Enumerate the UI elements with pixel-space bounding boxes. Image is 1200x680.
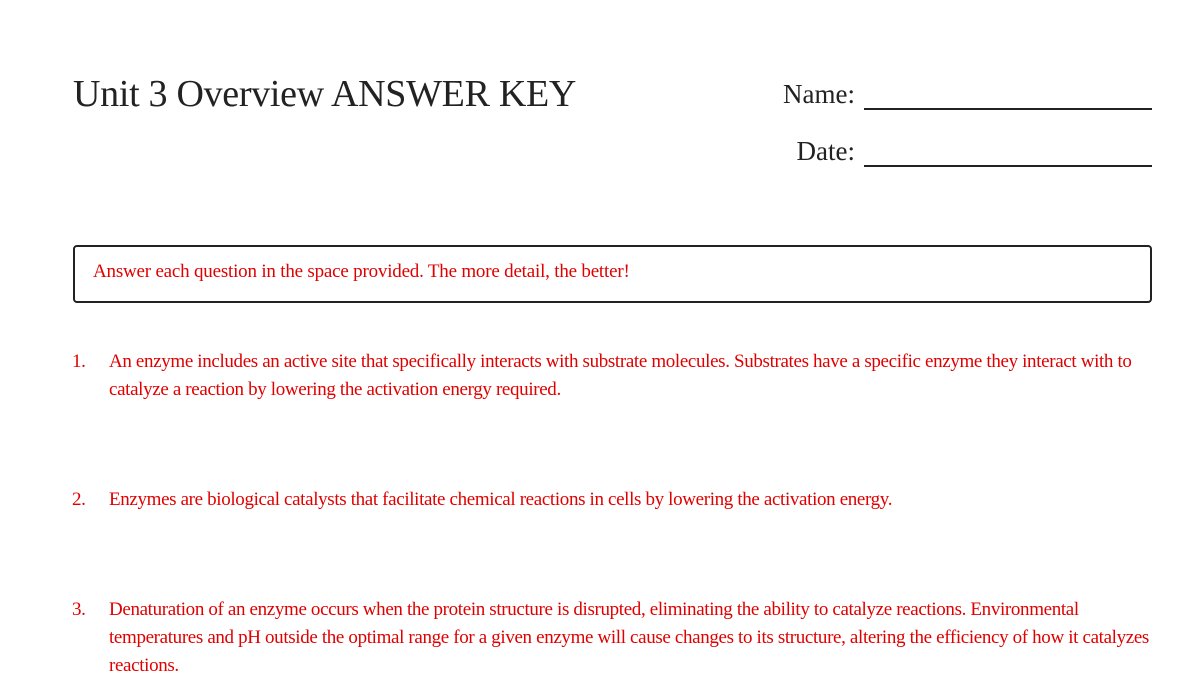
answer-text: Denaturation of an enzyme occurs when the protein structure is disrupted, eliminating the ability to catalyze reactions. Environmental temperatures and pH outside the optimal range for a given enzyme will cause changes to its structure, altering the efficiency of how it catalyzes reactions. bbox=[109, 599, 1149, 676]
date-label: Date: bbox=[796, 136, 855, 166]
page-title: Unit 3 Overview ANSWER KEY bbox=[73, 73, 577, 115]
date-field bbox=[797, 135, 1152, 167]
question-number: 3. bbox=[72, 599, 86, 620]
instructions-box bbox=[73, 245, 1152, 303]
question-item bbox=[72, 486, 1157, 514]
date-blank-line bbox=[864, 135, 1152, 167]
question-number: 2. bbox=[72, 489, 86, 510]
name-field bbox=[783, 78, 1152, 110]
question-item bbox=[72, 348, 1157, 404]
name-blank-line bbox=[864, 78, 1152, 110]
name-label: Name: bbox=[783, 79, 855, 109]
answer-text: Enzymes are biological catalysts that facilitate chemical reactions in cells by lowering the activation energy. bbox=[109, 489, 893, 510]
question-item bbox=[72, 596, 1157, 680]
question-number: 1. bbox=[72, 351, 86, 372]
answer-text: An enzyme includes an active site that specifically interacts with substrate molecules. Substrates have a specific enzyme they interact with to catalyze a reaction by lowering the activation energy required. bbox=[109, 351, 1132, 400]
instructions-text: Answer each question in the space provided. The more detail, the better! bbox=[93, 261, 630, 282]
